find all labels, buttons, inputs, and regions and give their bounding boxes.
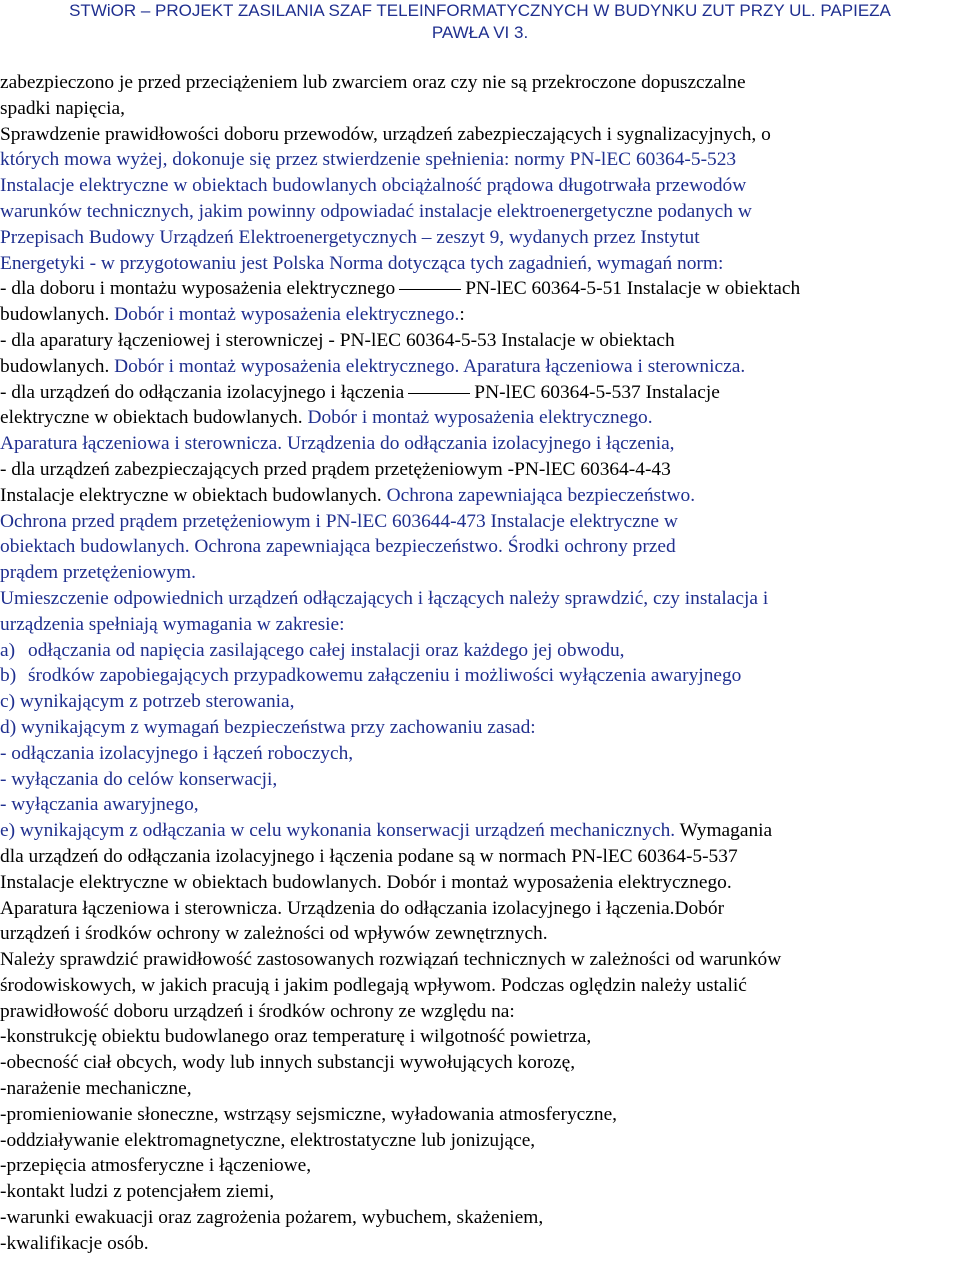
long-dash bbox=[408, 393, 470, 394]
text-line bbox=[0, 354, 960, 380]
list-item: - wyłączania do celów konserwacji, bbox=[0, 768, 278, 790]
list-item: -promieniowanie słoneczne, wstrząsy sejsmiczne, wyładowania atmosferyczne, bbox=[0, 1103, 618, 1125]
text-segment: Dobór i montaż wyposażenia elektrycznego. bbox=[114, 304, 460, 326]
text-segment: : bbox=[459, 304, 465, 326]
list-item: -narażenie mechaniczne, bbox=[0, 1078, 192, 1100]
text-segment: Ochrona zapewniająca bezpieczeństwo. bbox=[386, 484, 696, 506]
list-item: c) wynikającym z potrzeb sterowania, bbox=[0, 691, 295, 713]
text-segment: PN-lEC 60364-5-51 Instalacje w obiektach bbox=[465, 278, 801, 300]
text-line: urządzenia spełniają wymagania w zakresie: bbox=[0, 613, 345, 635]
text-line: Przepisach Budowy Urządzeń Elektroenergetycznych – zeszyt 9, wydanych przez Instytut bbox=[0, 226, 700, 248]
text-line bbox=[0, 818, 960, 844]
text-line: urządzeń i środków ochrony w zależności od wpływów zewnętrznych. bbox=[0, 923, 548, 945]
list-marker: b) bbox=[0, 665, 17, 687]
header-title-line-2: PAWŁA VI 3. bbox=[431, 23, 529, 42]
text-line: prądem przetężeniowym. bbox=[0, 562, 196, 584]
page-header bbox=[0, 0, 960, 44]
text-line bbox=[0, 276, 960, 302]
text-line: Aparatura łączeniowa i sterownicza. Urządzenia do odłączania izolacyjnego i łączenia.Dobór bbox=[0, 897, 725, 919]
text-line: obiektach budowlanych. Ochrona zapewniająca bezpieczeństwo. Środki ochrony przed bbox=[0, 536, 676, 558]
text-segment: budowlanych. bbox=[0, 304, 115, 326]
text-line: Instalacje elektryczne w obiektach budowlanych obciążalność prądowa długotrwała przewodów bbox=[0, 175, 747, 197]
text-segment: PN-lEC 60364-5-537 Instalacje bbox=[474, 381, 720, 403]
text-segment: elektryczne w obiektach budowlanych. bbox=[0, 407, 308, 429]
header-title-line-1: STWiOR – PROJEKT ZASILANIA SZAF TELEINFORMATYCZNYCH W BUDYNKU ZUT PRZY UL. PAPIEZA bbox=[69, 1, 891, 20]
text-line: spadki napięcia, bbox=[0, 97, 125, 119]
text-line: Sprawdzenie prawidłowości doboru przewodów, urządzeń zabezpieczających i sygnalizacyjnych, o bbox=[0, 123, 771, 145]
list-item: - wyłączania awaryjnego, bbox=[0, 794, 199, 816]
list-item: -oddziaływanie elektromagnetyczne, elektrostatyczne lub jonizujące, bbox=[0, 1129, 536, 1151]
text-line: Należy sprawdzić prawidłowość zastosowanych rozwiązań technicznych w zależności od warunków bbox=[0, 949, 782, 971]
text-line: prawidłowość doboru urządzeń i środków ochrony ze względu na: bbox=[0, 1000, 515, 1022]
list-item-text: środków zapobiegających przypadkowemu załączeniu i możliwości wyłączenia awaryjnego bbox=[28, 665, 742, 687]
list-item bbox=[0, 638, 960, 664]
text-line bbox=[0, 302, 960, 328]
list-item: -kwalifikacje osób. bbox=[0, 1232, 149, 1254]
list-item: -warunki ewakuacji oraz zagrożenia pożarem, wybuchem, skażeniem, bbox=[0, 1207, 544, 1229]
list-marker: a) bbox=[0, 639, 16, 661]
text-segment: Wymagania bbox=[679, 820, 773, 842]
text-line bbox=[0, 405, 960, 431]
text-line bbox=[0, 380, 960, 406]
list-item: d) wynikającym z wymagań bezpieczeństwa przy zachowaniu zasad: bbox=[0, 716, 536, 738]
text-segment: Dobór i montaż wyposażenia elektrycznego. bbox=[307, 407, 653, 429]
text-line bbox=[0, 483, 960, 509]
text-line: - dla urządzeń zabezpieczających przed prądem przetężeniowym -PN-lEC 60364-4-43 bbox=[0, 458, 671, 480]
list-item: -przepięcia atmosferyczne i łączeniowe, bbox=[0, 1155, 312, 1177]
text-line: dla urządzeń do odłączania izolacyjnego i łączenia podane są w normach PN-lEC 60364-5-537 bbox=[0, 845, 738, 867]
text-segment: Dobór i montaż wyposażenia elektrycznego. Aparatura łączeniowa i sterownicza. bbox=[114, 355, 746, 377]
text-line: warunków technicznych, jakim powinny odpowiadać instalacje elektroenergetyczne podanych w bbox=[0, 200, 752, 222]
text-segment: budowlanych. bbox=[0, 355, 115, 377]
list-item: -kontakt ludzi z potencjałem ziemi, bbox=[0, 1181, 275, 1203]
text-segment: - dla urządzeń do odłączania izolacyjnego i łączenia bbox=[0, 381, 405, 403]
text-segment: Instalacje elektryczne w obiektach budowlanych. bbox=[0, 484, 387, 506]
text-line: Energetyki - w przygotowaniu jest Polska Norma dotycząca tych zagadnień, wymagań norm: bbox=[0, 252, 724, 274]
text-line: których mowa wyżej, dokonuje się przez stwierdzenie spełnienia: normy PN-lEC 60364-5-523 bbox=[0, 149, 737, 171]
text-line: Aparatura łączeniowa i sterownicza. Urządzenia do odłączania izolacyjnego i łączenia, bbox=[0, 433, 675, 455]
text-segment: - dla doboru i montażu wyposażenia elektrycznego bbox=[0, 278, 396, 300]
text-line: Ochrona przed prądem przetężeniowym i PN-lEC 603644-473 Instalacje elektryczne w bbox=[0, 510, 678, 532]
list-item: -konstrukcję obiektu budowlanego oraz temperaturę i wilgotność powietrza, bbox=[0, 1026, 592, 1048]
text-line: Umieszczenie odpowiednich urządzeń odłączających i łączących należy sprawdzić, czy instalacja i bbox=[0, 587, 769, 609]
list-item bbox=[0, 663, 960, 689]
text-line: - dla aparatury łączeniowej i sterowniczej - PN-lEC 60364-5-53 Instalacje w obiektach bbox=[0, 329, 675, 351]
long-dash bbox=[399, 289, 461, 290]
list-item: -obecność ciał obcych, wody lub innych substancji wywołujących korozę, bbox=[0, 1052, 576, 1074]
list-item-text: odłączania od napięcia zasilającego całej instalacji oraz każdego jej obwodu, bbox=[28, 639, 625, 661]
text-line: Instalacje elektryczne w obiektach budowlanych. Dobór i montaż wyposażenia elektrycznego. bbox=[0, 871, 732, 893]
text-segment: e) wynikającym z odłączania w celu wykonania konserwacji urządzeń mechanicznych. bbox=[0, 820, 680, 842]
text-line: środowiskowych, w jakich pracują i jakim podlegają wpływom. Podczas oględzin należy ustalić bbox=[0, 974, 747, 996]
document-body bbox=[0, 70, 960, 1257]
text-line: zabezpieczono je przed przeciążeniem lub zwarciem oraz czy nie są przekroczone dopuszczalne bbox=[0, 72, 746, 93]
list-item: - odłączania izolacyjnego i łączeń roboczych, bbox=[0, 742, 354, 764]
